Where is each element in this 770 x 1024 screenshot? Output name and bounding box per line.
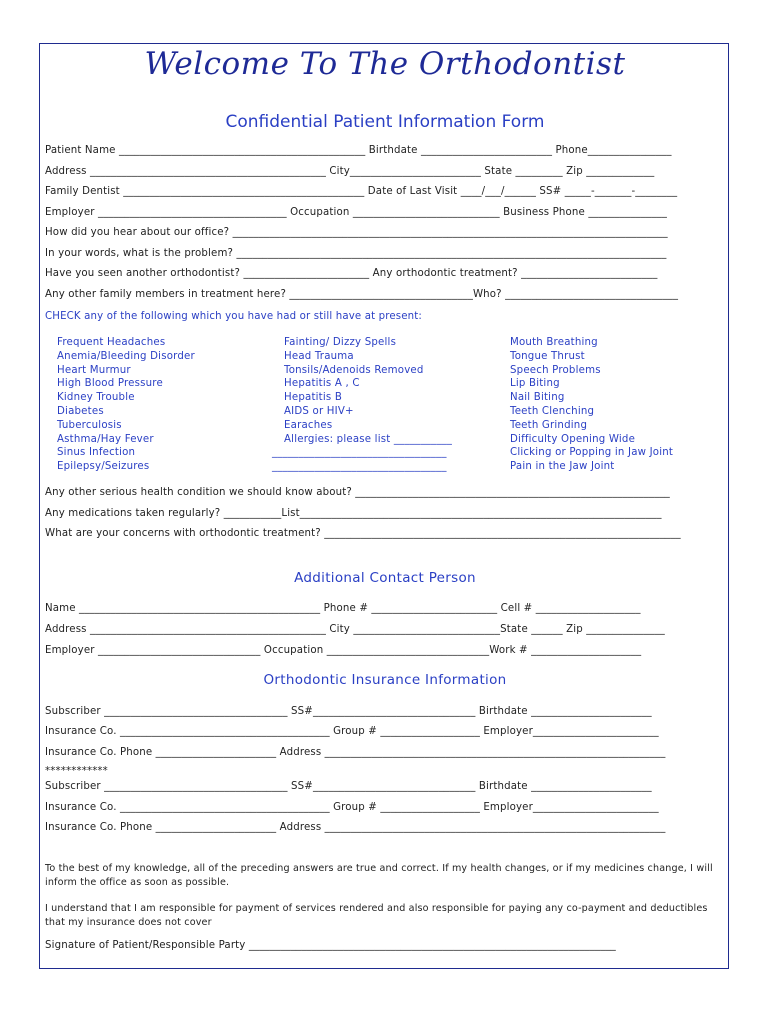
acknowledgement-accuracy: To the best of my knowledge, all of the preceding answers are true and correct. If my health changes, or if my medicines change, I will inform the office as soon as possible. [45,863,713,888]
condition-item[interactable]: High Blood Pressure [57,378,163,390]
condition-item[interactable]: Asthma/Hay Fever [57,433,154,445]
insurance-company-line-2[interactable]: Insurance Co. ________________________________________ Group # ___________________ Employer________________________ [45,802,659,813]
employer-line[interactable]: Employer ____________________________________ Occupation ____________________________ Business Phone _______________ [45,207,667,218]
acknowledgement-payment: I understand that I am responsible for payment of services rendered and also responsible for paying any co-payment and deductibles that my insurance does not cover [45,903,708,928]
separator-asterisks: ************ [45,766,108,777]
condition-item[interactable]: Pain in the Jaw Joint [510,461,615,473]
condition-item[interactable]: Speech Problems [510,364,601,376]
insurance-section-title: Orthodontic Insurance Information [263,672,507,688]
condition-item[interactable]: Clicking or Popping in Jaw Joint [510,447,674,459]
allergies-blank-line[interactable]: _________________________________ [272,447,447,459]
condition-item[interactable]: Fainting/ Dizzy Spells [284,337,397,348]
subscriber-line[interactable]: Subscriber ___________________________________ SS#_______________________________ Birthdate _______________________ [45,706,652,717]
problem-description-line[interactable]: In your words, what is the problem? __________________________________________________________________________________ [45,248,667,259]
patient-name-line[interactable]: Patient Name _______________________________________________ Birthdate _________________________ Phone________________ [45,145,672,156]
check-instruction: CHECK any of the following which you have had or still have at present: [45,311,422,322]
condition-item[interactable]: Tuberculosis [57,419,122,431]
condition-item[interactable]: Anemia/Bleeding Disorder [57,350,195,362]
contact-section-title: Additional Contact Person [294,570,476,586]
condition-item[interactable]: Tonsils/Adenoids Removed [284,364,424,376]
condition-item[interactable]: Earaches [284,419,333,431]
condition-item[interactable]: Frequent Headaches [57,337,166,348]
condition-item[interactable]: Teeth Clenching [510,405,595,417]
insurance-company-line[interactable]: Insurance Co. ________________________________________ Group # ___________________ Employer________________________ [45,726,659,737]
form-subtitle: Confidential Patient Information Form [225,112,545,132]
previous-orthodontist-line[interactable]: Have you seen another orthodontist? ________________________ Any orthodontic treatment? __________________________ [45,268,658,279]
insurance-phone-line[interactable]: Insurance Co. Phone _______________________ Address _________________________________________________________________ [45,747,666,758]
allergies-blank-line[interactable]: _________________________________ [272,461,447,473]
conditions-column-1 [57,336,195,474]
condition-item[interactable]: Kidney Trouble [57,392,135,404]
condition-item[interactable]: Sinus Infection [57,447,136,459]
condition-item[interactable]: Hepatitis A , C [284,378,360,390]
referral-source-line[interactable]: How did you hear about our office? ___________________________________________________________________________________ [45,227,668,238]
condition-item[interactable]: Lip Biting [510,378,560,390]
condition-item[interactable]: AIDS or HIV+ [284,405,354,417]
condition-item[interactable]: Tongue Thrust [510,350,585,362]
address-line[interactable]: Address _____________________________________________ City_________________________ State _________ Zip _____________ [45,166,655,177]
conditions-column-3 [510,336,673,474]
condition-item[interactable]: Epilepsy/Seizures [57,461,150,473]
condition-item[interactable]: Difficulty Opening Wide [510,433,636,445]
signature-line[interactable]: Signature of Patient/Responsible Party ______________________________________________________________________ [45,940,616,951]
condition-item[interactable]: Heart Murmur [57,364,131,376]
page-title: Welcome To The Orthodontist [144,46,626,82]
family-members-line[interactable]: Any other family members in treatment here? ___________________________________Who? _________________________________ [45,289,679,300]
contact-employer-line[interactable]: Employer _______________________________ Occupation _______________________________Work # _____________________ [45,645,642,656]
insurance-phone-line-2[interactable]: Insurance Co. Phone _______________________ Address _________________________________________________________________ [45,822,666,833]
condition-item[interactable]: Head Trauma [284,350,354,362]
condition-item[interactable]: Nail Biting [510,392,565,404]
condition-item[interactable]: Diabetes [57,405,104,417]
contact-name-line[interactable]: Name ______________________________________________ Phone # ________________________ Cell # ____________________ [45,603,641,614]
condition-item[interactable]: Mouth Breathing [510,337,598,348]
conditions-column-2 [272,336,452,474]
family-dentist-line[interactable]: Family Dentist ______________________________________________ Date of Last Visit ____/___/______ SS# _____-_______-________ [45,186,678,197]
condition-item[interactable]: Teeth Grinding [510,419,588,431]
contact-address-line[interactable]: Address _____________________________________________ City ____________________________State ______ Zip _______________ [45,624,665,635]
treatment-concerns-line[interactable]: What are your concerns with orthodontic treatment? ____________________________________________________________________ [45,528,681,539]
allergies-item[interactable]: Allergies: please list ___________ [284,433,453,445]
condition-item[interactable]: Hepatitis B [284,392,343,404]
medications-line[interactable]: Any medications taken regularly? ___________List_____________________________________________________________________ [45,508,662,519]
other-health-condition-line[interactable]: Any other serious health condition we should know about? ____________________________________________________________ [45,487,670,498]
subscriber-line-2[interactable]: Subscriber ___________________________________ SS#_______________________________ Birthdate _______________________ [45,781,652,792]
